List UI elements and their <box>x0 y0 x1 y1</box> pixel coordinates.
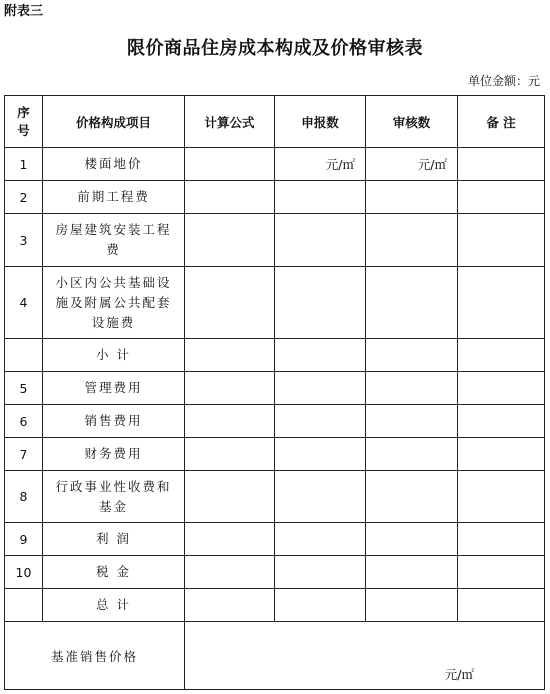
formula-cell[interactable] <box>185 556 275 589</box>
remarks-cell[interactable] <box>458 589 545 622</box>
table-row <box>5 523 545 556</box>
remarks-cell[interactable] <box>458 471 545 523</box>
audited-cell[interactable] <box>366 267 458 339</box>
row-number: 3 <box>5 214 43 267</box>
declared-cell[interactable] <box>275 471 366 523</box>
audited-cell[interactable] <box>366 471 458 523</box>
remarks-cell[interactable] <box>458 214 545 267</box>
currency-unit: 单位金额：元 <box>467 74 540 88</box>
header-declared: 申报数 <box>275 96 366 148</box>
row-number: 8 <box>5 471 43 523</box>
row-item: 前期工程费 <box>43 181 185 214</box>
remarks-cell[interactable] <box>458 405 545 438</box>
row-item: 管理费用 <box>43 372 185 405</box>
audited-cell[interactable] <box>366 589 458 622</box>
table-row <box>5 267 545 339</box>
row-item: 小区内公共基础设施及附属公共配套设施费 <box>43 267 185 339</box>
row-item: 房屋建筑安装工程费 <box>43 214 185 267</box>
row-number: 6 <box>5 405 43 438</box>
row-item: 利 润 <box>43 523 185 556</box>
table-row <box>5 148 545 181</box>
declared-cell[interactable] <box>275 181 366 214</box>
declared-cell[interactable] <box>275 523 366 556</box>
formula-cell[interactable] <box>185 214 275 267</box>
table-row <box>5 556 545 589</box>
remarks-cell[interactable] <box>458 181 545 214</box>
table-row <box>5 214 545 267</box>
table-row <box>5 589 545 622</box>
formula-cell[interactable] <box>185 339 275 372</box>
header-item: 价格构成项目 <box>43 96 185 148</box>
declared-cell[interactable] <box>275 372 366 405</box>
declared-cell[interactable] <box>275 589 366 622</box>
row-item: 总 计 <box>43 589 185 622</box>
table-row <box>5 471 545 523</box>
header-formula: 计算公式 <box>185 96 275 148</box>
header-no: 序号 <box>5 96 43 148</box>
formula-cell[interactable] <box>185 438 275 471</box>
row-number <box>5 589 43 622</box>
row-item: 销售费用 <box>43 405 185 438</box>
row-number: 9 <box>5 523 43 556</box>
header-audited: 审核数 <box>366 96 458 148</box>
formula-cell[interactable] <box>185 405 275 438</box>
table-row <box>5 372 545 405</box>
table-header-row <box>5 96 545 148</box>
row-number: 1 <box>5 148 43 181</box>
formula-cell[interactable] <box>185 267 275 339</box>
page-title: 限价商品住房成本构成及价格审核表 <box>127 38 423 59</box>
audited-cell[interactable] <box>366 372 458 405</box>
row-item: 小 计 <box>43 339 185 372</box>
declared-cell[interactable] <box>275 438 366 471</box>
remarks-cell[interactable] <box>458 267 545 339</box>
appendix-label: 附表三 <box>4 4 44 19</box>
row-number: 5 <box>5 372 43 405</box>
base-price-value-cell[interactable]: 元/㎡ <box>185 622 545 690</box>
table-row <box>5 438 545 471</box>
formula-cell[interactable] <box>185 589 275 622</box>
formula-cell[interactable] <box>185 148 275 181</box>
declared-cell[interactable] <box>275 556 366 589</box>
row-number: 10 <box>5 556 43 589</box>
row-number: 4 <box>5 267 43 339</box>
audited-cell[interactable] <box>366 214 458 267</box>
row-item: 税 金 <box>43 556 185 589</box>
row-number: 7 <box>5 438 43 471</box>
remarks-cell[interactable] <box>458 438 545 471</box>
price-audit-table <box>4 95 545 690</box>
audited-cell[interactable] <box>366 405 458 438</box>
formula-cell[interactable] <box>185 471 275 523</box>
remarks-cell[interactable] <box>458 339 545 372</box>
audited-cell[interactable] <box>366 523 458 556</box>
formula-cell[interactable] <box>185 372 275 405</box>
header-remarks: 备 注 <box>458 96 545 148</box>
audited-cell[interactable] <box>366 556 458 589</box>
audited-cell[interactable] <box>366 181 458 214</box>
formula-cell[interactable] <box>185 181 275 214</box>
audited-cell[interactable]: 元/㎡ <box>366 148 458 181</box>
table-row <box>5 181 545 214</box>
remarks-cell[interactable] <box>458 556 545 589</box>
formula-cell[interactable] <box>185 523 275 556</box>
row-item: 行政事业性收费和基金 <box>43 471 185 523</box>
declared-cell[interactable] <box>275 214 366 267</box>
row-number: 2 <box>5 181 43 214</box>
audited-cell[interactable] <box>366 438 458 471</box>
declared-cell[interactable]: 元/㎡ <box>275 148 366 181</box>
row-item: 财务费用 <box>43 438 185 471</box>
base-price-label: 基准销售价格 <box>5 622 185 690</box>
base-price-row <box>5 622 545 690</box>
declared-cell[interactable] <box>275 405 366 438</box>
remarks-cell[interactable] <box>458 372 545 405</box>
table-row <box>5 339 545 372</box>
row-item: 楼面地价 <box>43 148 185 181</box>
remarks-cell[interactable] <box>458 148 545 181</box>
audited-cell[interactable] <box>366 339 458 372</box>
declared-cell[interactable] <box>275 339 366 372</box>
row-number <box>5 339 43 372</box>
remarks-cell[interactable] <box>458 523 545 556</box>
declared-cell[interactable] <box>275 267 366 339</box>
table-row <box>5 405 545 438</box>
